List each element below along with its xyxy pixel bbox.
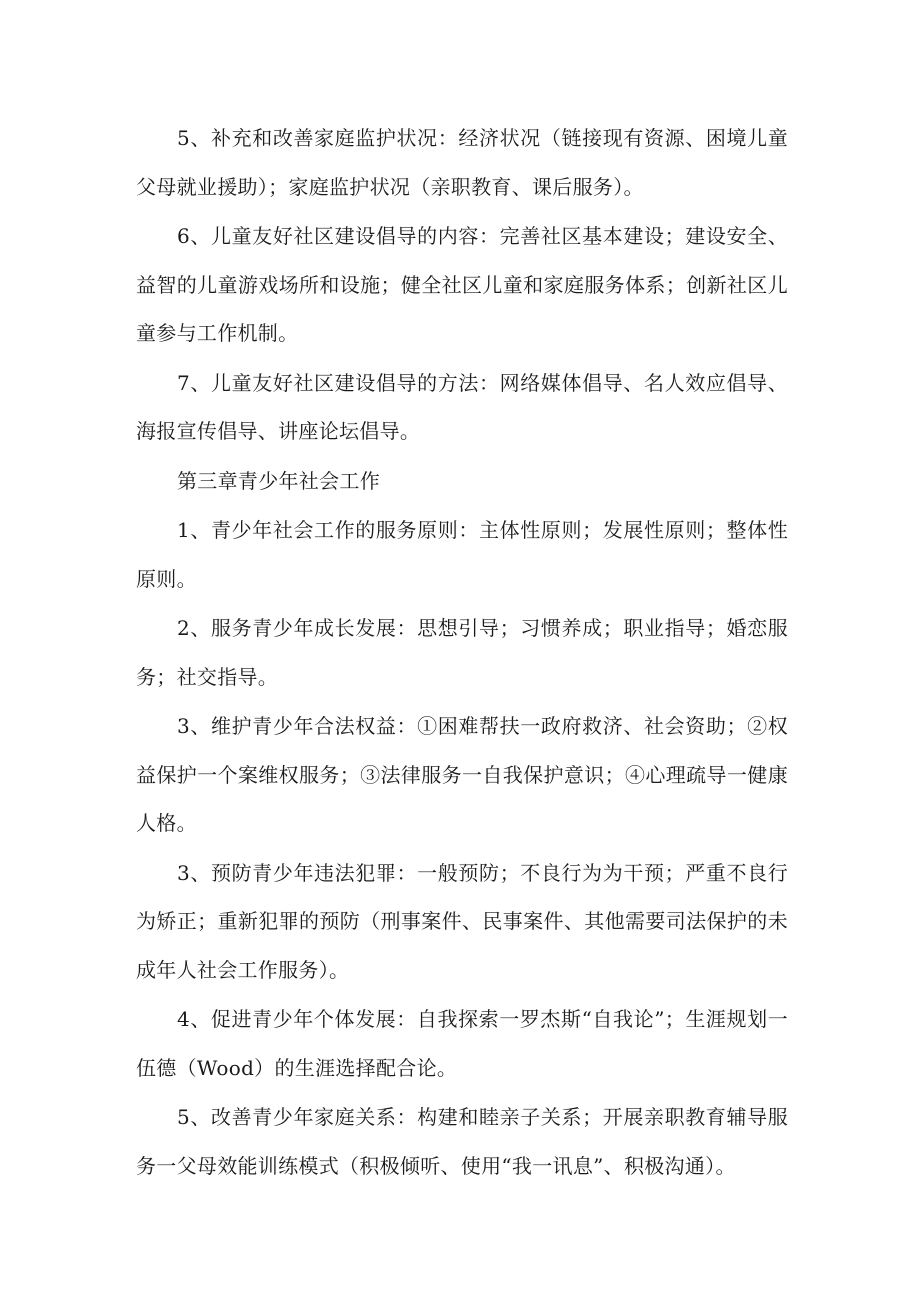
paragraph-youth-service-principles: 1、青少年社会工作的服务原则：主体性原则；发展性原则；整体性原则。 xyxy=(136,518,788,591)
paragraph-youth-legal-rights: 3、维护青少年合法权益：①困难帮扶一政府救济、社会资助；②权益保护一个案维权服务；③法律服务一自我保护意识；④心理疏导一健康人格。 xyxy=(136,714,788,835)
chapter-heading: 第三章青少年社会工作 xyxy=(177,468,380,493)
paragraph-7-community-advocacy-methods: 7、儿童友好社区建设倡导的方法：网络媒体倡导、名人效应倡导、海报宣传倡导、讲座论坛倡导。 xyxy=(136,370,788,443)
paragraph-youth-individual-development: 4、促进青少年个体发展：自我探索一罗杰斯“自我论”；生涯规划一伍德（Wood）的生涯选择配合论。 xyxy=(136,1007,788,1080)
paragraph-5-family-guardianship: 5、补充和改善家庭监护状况：经济状况（链接现有资源、困境儿童父母就业援助）；家庭监护状况（亲职教育、课后服务）。 xyxy=(136,126,788,199)
paragraph-youth-growth-development: 2、服务青少年成长发展：思想引导；习惯养成；职业指导；婚恋服务；社交指导。 xyxy=(136,616,788,689)
paragraph-6-community-advocacy-content: 6、儿童友好社区建设倡导的内容：完善社区基本建设；建设安全、益智的儿童游戏场所和设施；健全社区儿童和家庭服务体系；创新社区儿童参与工作机制。 xyxy=(136,224,788,345)
paragraph-youth-family-relations: 5、改善青少年家庭关系：构建和睦亲子关系；开展亲职教育辅导服务一父母效能训练模式（积极倾听、使用“我一讯息”、积极沟通）。 xyxy=(136,1105,788,1178)
paragraph-youth-crime-prevention: 3、预防青少年违法犯罪：一般预防；不良行为为干预；严重不良行为矫正；重新犯罪的预防（刑事案件、民事案件、其他需要司法保护的未成年人社会工作服务）。 xyxy=(136,860,788,982)
document-body xyxy=(136,114,788,1191)
